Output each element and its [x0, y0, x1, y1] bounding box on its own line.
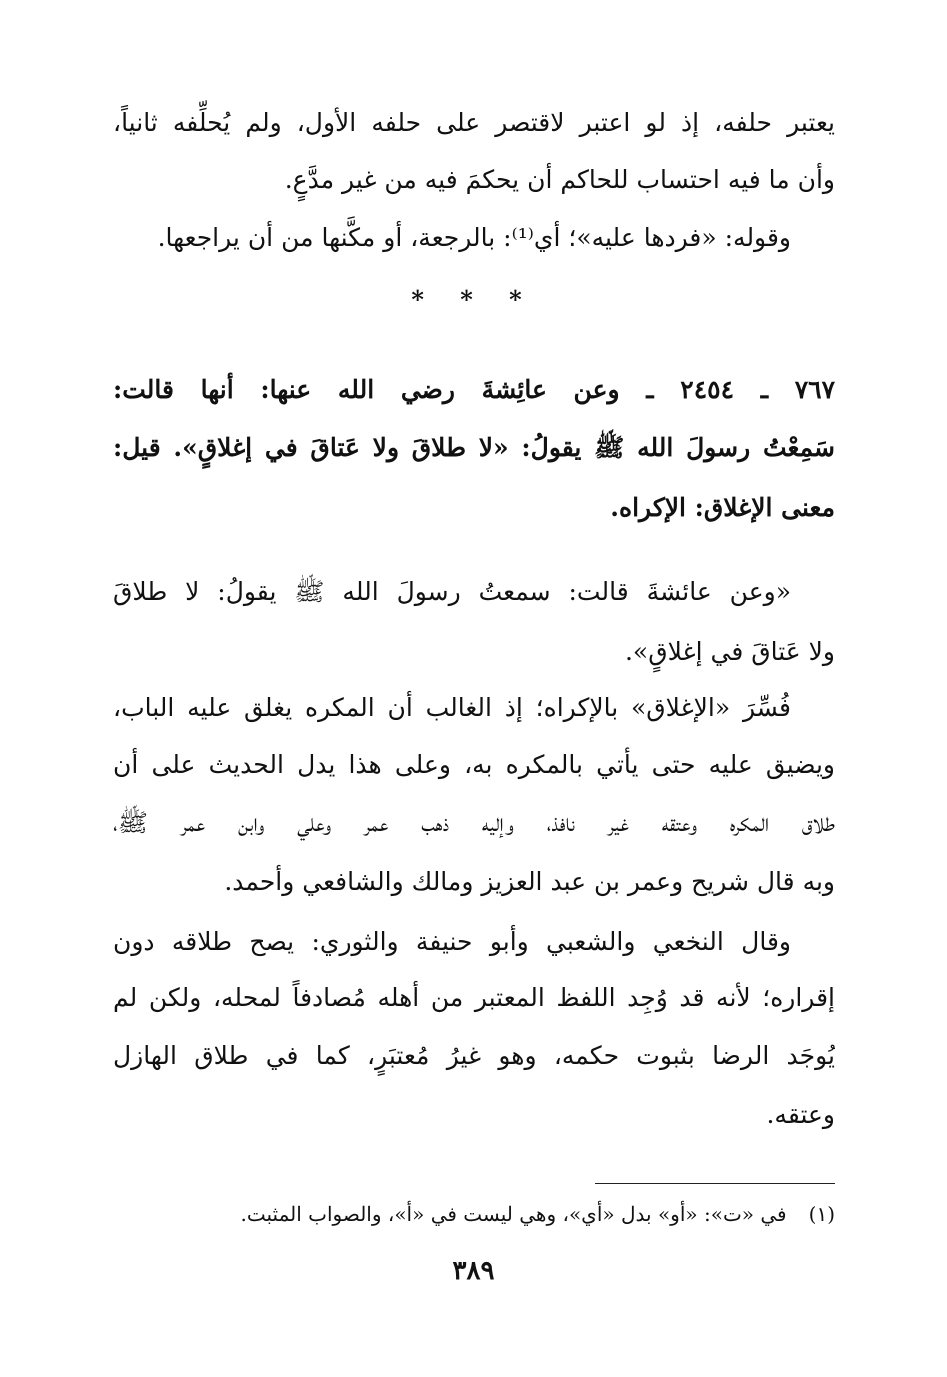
text-line: وقوله: «فردها عليه»؛ أي⁽¹⁾: بالرجعة، أو مكَّنها من أن يراجعها.: [157, 223, 791, 252]
text-line: إقراره؛ لأنه قد وُجِد اللفظ المعتبر من أهله مُصادفاً لمحله، ولكن لم: [113, 983, 835, 1012]
text-line: طلاق المكره وعتقه غير نافذ، وإليه ذهب عمر وعلي وابن عمر ﷺ،: [113, 808, 835, 837]
text-line: يُوجَد الرضا بثبوت حكمه، وهو غيرُ مُعتبَرٍ، كما في طلاق الهازل: [113, 1041, 835, 1070]
hadith-line: ٧٦٧ ـ ٢٤٥٤ ـ وعن عائِشةَ رضي الله عنها: أنها قالت:: [113, 375, 835, 404]
footnote-divider: [595, 1183, 835, 1184]
text-line: يعتبر حلفه، إذ لو اعتبر لاقتصر على حلفه الأول، ولم يُحلِّفه ثانياً،: [113, 108, 835, 137]
text-line: وبه قال شريح وعمر بن عبد العزيز ومالك والشافعي وأحمد.: [224, 867, 835, 896]
hadith-line: سَمِعْتُ رسولَ الله ﷺ يقولُ: «لا طلاقَ ولا عَتاقَ في إغلاقٍ». قيل:: [113, 433, 835, 462]
hadith-line: معنى الإغلاق: الإكراه.: [610, 493, 835, 522]
text-line: فُسِّرَ «الإغلاق» بالإكراه؛ إذ الغالب أن المكره يغلق عليه الباب،: [113, 693, 791, 722]
footnote-text: في «ت»: «أو» بدل «أي»، وهي ليست في «أ»، والصواب المثبت.: [240, 1202, 787, 1226]
text-line: ولا عَتاقَ في إغلاقٍ».: [624, 637, 835, 666]
text-line: وأن ما فيه احتساب للحاكم أن يحكمَ فيه من غير مدَّعٍ.: [284, 165, 835, 194]
footnote: [113, 1194, 835, 1234]
text-line: ويضيق عليه حتى يأتي بالمكره به، وعلى هذا يدل الحديث على أن: [113, 750, 835, 779]
text-line: وعتقه.: [766, 1100, 835, 1129]
page-number: ٣٨٩: [452, 1256, 495, 1286]
footnote-number: (١): [808, 1202, 835, 1226]
text-line: وقال النخعي والشعبي وأبو حنيفة والثوري: يصح طلاقه دون: [113, 927, 791, 956]
section-separator: * * *: [411, 285, 536, 314]
text-line: «وعن عائشةَ قالت: سمعتُ رسولَ الله ﷺ يقولُ: لا طلاقَ: [113, 577, 791, 606]
